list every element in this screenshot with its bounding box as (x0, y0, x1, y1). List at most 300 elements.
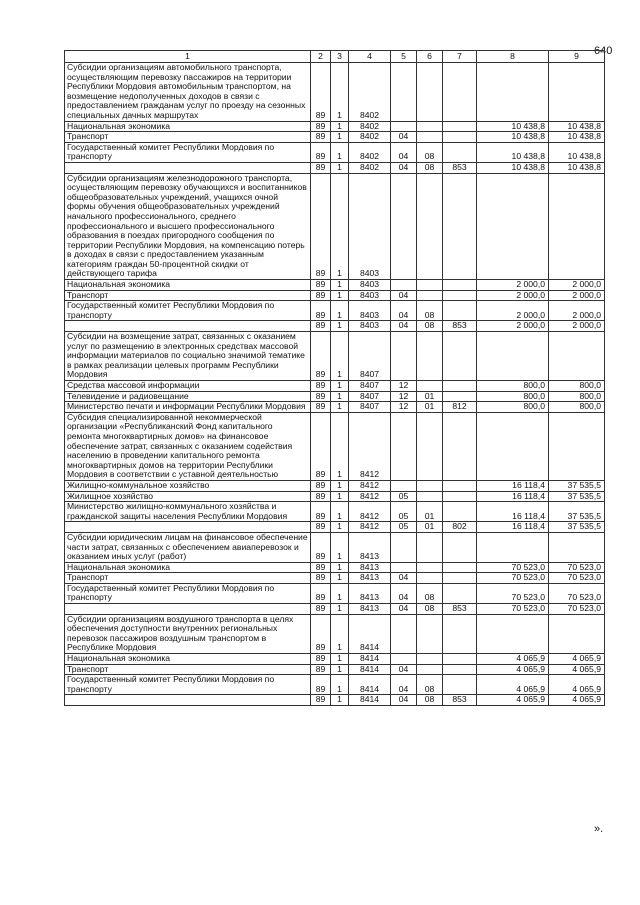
table-cell-c4: 8413 (349, 583, 391, 603)
table-cell-c8: 2 000,0 (477, 290, 549, 301)
table-cell-c3: 1 (331, 280, 349, 291)
table-cell-c7 (443, 290, 477, 301)
table-cell-c8: 2 000,0 (477, 280, 549, 291)
table-cell-c7 (443, 121, 477, 132)
page-number: 640 (594, 45, 613, 57)
table-cell-c8: 10 438,8 (477, 121, 549, 132)
column-header-8: 8 (477, 51, 549, 63)
table-row (65, 562, 605, 573)
table-row (65, 412, 605, 480)
table-cell-c2: 89 (311, 480, 331, 491)
table-cell-c6 (417, 63, 443, 122)
column-header-9: 9 (549, 51, 605, 63)
table-cell-c4: 8414 (349, 654, 391, 665)
table-row (65, 391, 605, 402)
table-cell-c4: 8413 (349, 562, 391, 573)
table-cell-c9 (549, 532, 605, 562)
table-cell-c1: Транспорт (65, 132, 311, 143)
table-cell-c4: 8412 (349, 522, 391, 533)
table-cell-c5: 04 (391, 695, 417, 706)
table-cell-c1: Субсидия специализированной некоммерческой организации «Республиканский Фонд капитального ремонта многоквартирных домов» на финансовое обеспечение затрат, связанных с оказанием содействия населению в проведении капитального ремонта многоквартирных домов на территории Республики Мордовия в соответствии с уставной деятельностью (65, 412, 311, 480)
table-cell-c3: 1 (331, 480, 349, 491)
table-cell-c6 (417, 290, 443, 301)
table-cell-c3: 1 (331, 121, 349, 132)
table-cell-c6 (417, 381, 443, 392)
table-cell-c7 (443, 391, 477, 402)
column-header-2: 2 (311, 51, 331, 63)
table-cell-c1: Субсидии юридическим лицам на финансовое обеспечение части затрат, связанных с обеспечением авиаперевозок и оказанием иных услуг (работ) (65, 532, 311, 562)
table-row (65, 583, 605, 603)
table-cell-c9: 4 065,9 (549, 654, 605, 665)
table-cell-c1: Транспорт (65, 664, 311, 675)
table-row (65, 332, 605, 381)
table-cell-c4: 8402 (349, 132, 391, 143)
table-cell-c8: 70 523,0 (477, 583, 549, 603)
table-cell-c5: 04 (391, 132, 417, 143)
table-cell-c1: Субсидии организациям воздушного транспорта в целях обеспечения доступности внутренних региональных перевозок пассажиров воздушным транспортом в Республике Мордовия (65, 614, 311, 653)
table-cell-c1: Государственный комитет Республики Мордовия по транспорту (65, 301, 311, 321)
table-cell-c4: 8412 (349, 502, 391, 522)
table-cell-c4: 8403 (349, 321, 391, 332)
table-cell-c6: 08 (417, 675, 443, 695)
table-cell-c7 (443, 562, 477, 573)
table-row (65, 290, 605, 301)
table-cell-c6 (417, 562, 443, 573)
table-cell-c5 (391, 412, 417, 480)
table-cell-c6: 08 (417, 321, 443, 332)
table-cell-c7 (443, 480, 477, 491)
table-cell-c6 (417, 654, 443, 665)
table-cell-c9: 2 000,0 (549, 280, 605, 291)
table-cell-c8 (477, 614, 549, 653)
table-cell-c1 (65, 695, 311, 706)
table-cell-c5: 04 (391, 142, 417, 162)
table-cell-c2: 89 (311, 562, 331, 573)
table-cell-c4: 8414 (349, 614, 391, 653)
table-cell-c8 (477, 332, 549, 381)
table-cell-c7 (443, 332, 477, 381)
table-cell-c9: 800,0 (549, 402, 605, 413)
table-cell-c5 (391, 614, 417, 653)
column-header-3: 3 (331, 51, 349, 63)
table-cell-c5: 04 (391, 583, 417, 603)
table-cell-c3: 1 (331, 402, 349, 413)
table-cell-c5: 05 (391, 522, 417, 533)
table-cell-c4: 8414 (349, 695, 391, 706)
table-cell-c9: 37 535,5 (549, 502, 605, 522)
table-cell-c2: 89 (311, 664, 331, 675)
table-cell-c7 (443, 381, 477, 392)
table-cell-c9: 800,0 (549, 391, 605, 402)
table-cell-c1: Национальная экономика (65, 654, 311, 665)
table-cell-c5: 04 (391, 675, 417, 695)
table-cell-c5: 04 (391, 162, 417, 173)
table-cell-c9: 4 065,9 (549, 675, 605, 695)
table-cell-c8: 2 000,0 (477, 321, 549, 332)
table-row (65, 491, 605, 502)
table-row (65, 502, 605, 522)
table-cell-c9: 2 000,0 (549, 290, 605, 301)
table-cell-c3: 1 (331, 664, 349, 675)
table-cell-c7: 853 (443, 604, 477, 615)
table-row (65, 522, 605, 533)
table-cell-c8: 10 438,8 (477, 142, 549, 162)
table-cell-c6: 01 (417, 402, 443, 413)
table-row (65, 63, 605, 122)
table-cell-c1: Субсидии организациям железнодорожного транспорта, осуществляющим перевозку обучающихся и воспитанников общеобразовательных учреждений, учащихся очной формы обучения общеобразовательных учреждений начального профессионального, среднего профессионального и высшего профессионального образования в поездах пригородного сообщения по территории Республики Мордовия, на компенсацию потерь в доходах в связи с предоставлением указанным категориям граждан 50-процентной скидки от действующего тарифа (65, 173, 311, 280)
table-cell-c3: 1 (331, 301, 349, 321)
table-cell-c1 (65, 522, 311, 533)
table-cell-c1: Национальная экономика (65, 121, 311, 132)
table-row (65, 173, 605, 280)
table-cell-c8: 4 065,9 (477, 664, 549, 675)
table-cell-c6 (417, 664, 443, 675)
table-cell-c8: 16 118,4 (477, 502, 549, 522)
table-cell-c5: 12 (391, 402, 417, 413)
table-cell-c1: Государственный комитет Республики Мордовия по транспорту (65, 583, 311, 603)
table-row (65, 664, 605, 675)
table-cell-c1: Министерство печати и информации Республики Мордовия (65, 402, 311, 413)
table-cell-c7 (443, 63, 477, 122)
table-cell-c7 (443, 301, 477, 321)
table-cell-c8: 10 438,8 (477, 162, 549, 173)
table-cell-c8 (477, 63, 549, 122)
table-cell-c9 (549, 614, 605, 653)
table-cell-c7 (443, 412, 477, 480)
table-cell-c8: 16 118,4 (477, 480, 549, 491)
table-cell-c4: 8402 (349, 142, 391, 162)
table-row (65, 142, 605, 162)
table-cell-c3: 1 (331, 321, 349, 332)
table-cell-c6 (417, 614, 443, 653)
table-cell-c2: 89 (311, 142, 331, 162)
table-cell-c3: 1 (331, 583, 349, 603)
closing-quote-mark: ». (594, 823, 604, 835)
table-cell-c2: 89 (311, 121, 331, 132)
table-cell-c2: 89 (311, 332, 331, 381)
table-cell-c3: 1 (331, 614, 349, 653)
table-cell-c4: 8412 (349, 480, 391, 491)
table-cell-c5: 05 (391, 502, 417, 522)
table-cell-c8: 70 523,0 (477, 604, 549, 615)
table-cell-c6: 01 (417, 522, 443, 533)
table-cell-c9: 10 438,8 (549, 162, 605, 173)
table-cell-c2: 89 (311, 381, 331, 392)
table-cell-c1 (65, 321, 311, 332)
table-cell-c8 (477, 412, 549, 480)
table-cell-c8: 4 065,9 (477, 695, 549, 706)
table-cell-c5: 04 (391, 290, 417, 301)
table-cell-c4: 8414 (349, 664, 391, 675)
table-cell-c9: 10 438,8 (549, 121, 605, 132)
table-cell-c7 (443, 502, 477, 522)
table-cell-c7 (443, 654, 477, 665)
table-cell-c5: 04 (391, 321, 417, 332)
table-cell-c8: 70 523,0 (477, 573, 549, 584)
table-cell-c2: 89 (311, 491, 331, 502)
table-cell-c7 (443, 664, 477, 675)
table-cell-c9 (549, 173, 605, 280)
table-cell-c2: 89 (311, 321, 331, 332)
table-cell-c3: 1 (331, 675, 349, 695)
table-cell-c6: 08 (417, 162, 443, 173)
table-row (65, 321, 605, 332)
table-cell-c6: 08 (417, 695, 443, 706)
table-cell-c9: 800,0 (549, 381, 605, 392)
table-cell-c7 (443, 142, 477, 162)
table-cell-c6 (417, 532, 443, 562)
table-cell-c8: 4 065,9 (477, 675, 549, 695)
table-cell-c4: 8402 (349, 162, 391, 173)
table-row (65, 604, 605, 615)
table-cell-c3: 1 (331, 522, 349, 533)
table-cell-c6 (417, 412, 443, 480)
table-cell-c6 (417, 491, 443, 502)
table-cell-c1: Транспорт (65, 290, 311, 301)
table-cell-c4: 8413 (349, 573, 391, 584)
table-cell-c3: 1 (331, 562, 349, 573)
table-cell-c5: 04 (391, 664, 417, 675)
column-header-7: 7 (443, 51, 477, 63)
table-cell-c9: 70 523,0 (549, 562, 605, 573)
table-row (65, 573, 605, 584)
table-cell-c7 (443, 132, 477, 143)
table-cell-c4: 8402 (349, 121, 391, 132)
table-cell-c9: 4 065,9 (549, 695, 605, 706)
table-cell-c9 (549, 63, 605, 122)
table-cell-c6: 08 (417, 142, 443, 162)
table-cell-c7 (443, 675, 477, 695)
table-cell-c4: 8412 (349, 491, 391, 502)
table-cell-c2: 89 (311, 280, 331, 291)
table-cell-c5 (391, 173, 417, 280)
table-cell-c3: 1 (331, 381, 349, 392)
table-cell-c9: 70 523,0 (549, 583, 605, 603)
table-cell-c9: 70 523,0 (549, 573, 605, 584)
table-cell-c1: Средства массовой информации (65, 381, 311, 392)
header-row (65, 51, 605, 63)
table-cell-c1 (65, 162, 311, 173)
table-cell-c9: 4 065,9 (549, 664, 605, 675)
table-cell-c2: 89 (311, 173, 331, 280)
table-cell-c4: 8407 (349, 332, 391, 381)
table-cell-c6 (417, 121, 443, 132)
table-cell-c8: 16 118,4 (477, 491, 549, 502)
table-row (65, 695, 605, 706)
table-cell-c3: 1 (331, 63, 349, 122)
table-cell-c4: 8402 (349, 63, 391, 122)
table-cell-c5 (391, 532, 417, 562)
table-row (65, 675, 605, 695)
table-cell-c5: 04 (391, 604, 417, 615)
table-cell-c5 (391, 654, 417, 665)
table-row (65, 532, 605, 562)
table-cell-c6: 08 (417, 583, 443, 603)
table-cell-c9: 10 438,8 (549, 142, 605, 162)
table-cell-c6 (417, 280, 443, 291)
table-cell-c2: 89 (311, 412, 331, 480)
table-cell-c2: 89 (311, 573, 331, 584)
table-cell-c1: Транспорт (65, 573, 311, 584)
table-cell-c2: 89 (311, 614, 331, 653)
table-cell-c6: 08 (417, 604, 443, 615)
table-cell-c3: 1 (331, 491, 349, 502)
table-cell-c3: 1 (331, 604, 349, 615)
budget-table (64, 50, 605, 706)
table-cell-c2: 89 (311, 522, 331, 533)
table-cell-c8 (477, 173, 549, 280)
table-row (65, 280, 605, 291)
table-cell-c9: 2 000,0 (549, 301, 605, 321)
table-cell-c2: 89 (311, 391, 331, 402)
table-cell-c7: 853 (443, 162, 477, 173)
table-cell-c5: 04 (391, 301, 417, 321)
table-cell-c5 (391, 280, 417, 291)
table-cell-c3: 1 (331, 695, 349, 706)
table-cell-c5 (391, 63, 417, 122)
table-cell-c8: 10 438,8 (477, 132, 549, 143)
table-cell-c8: 800,0 (477, 391, 549, 402)
table-cell-c7 (443, 491, 477, 502)
table-row (65, 480, 605, 491)
table-cell-c3: 1 (331, 332, 349, 381)
table-cell-c8: 70 523,0 (477, 562, 549, 573)
table-cell-c2: 89 (311, 402, 331, 413)
table-cell-c6: 01 (417, 502, 443, 522)
table-cell-c4: 8403 (349, 173, 391, 280)
table-cell-c1: Субсидии на возмещение затрат, связанных с оказанием услуг по размещению в электронных средствах массовой информации материалов по социально значимой тематике в рамках реализации целевых программ Республики Мордовия (65, 332, 311, 381)
table-cell-c3: 1 (331, 391, 349, 402)
table-cell-c4: 8403 (349, 280, 391, 291)
table-cell-c7 (443, 173, 477, 280)
table-cell-c7: 812 (443, 402, 477, 413)
table-cell-c6 (417, 573, 443, 584)
column-header-4: 4 (349, 51, 391, 63)
table-cell-c3: 1 (331, 173, 349, 280)
table-cell-c9: 10 438,8 (549, 132, 605, 143)
table-cell-c5 (391, 121, 417, 132)
table-cell-c1: Жилищно-коммунальное хозяйство (65, 480, 311, 491)
table-cell-c9: 37 535,5 (549, 491, 605, 502)
table-cell-c5 (391, 480, 417, 491)
table-cell-c7 (443, 573, 477, 584)
table-cell-c1: Жилищное хозяйство (65, 491, 311, 502)
table-cell-c2: 89 (311, 290, 331, 301)
table-cell-c9: 37 535,5 (549, 522, 605, 533)
table-cell-c4: 8407 (349, 391, 391, 402)
table-cell-c1: Государственный комитет Республики Мордовия по транспорту (65, 675, 311, 695)
table-cell-c6 (417, 332, 443, 381)
table-cell-c4: 8407 (349, 381, 391, 392)
table-cell-c8 (477, 532, 549, 562)
table-cell-c3: 1 (331, 532, 349, 562)
table-cell-c9: 70 523,0 (549, 604, 605, 615)
table-row (65, 162, 605, 173)
table-cell-c2: 89 (311, 675, 331, 695)
table-cell-c8: 800,0 (477, 381, 549, 392)
table-cell-c1: Субсидии организациям автомобильного транспорта, осуществляющим перевозку пассажиров на территории Республики Мордовия автомобильным транспортом, на возмещение недополученных доходов в связи с предоставлением гражданам услуг по проезду на сезонных специальных дачных маршрутах (65, 63, 311, 122)
table-cell-c6 (417, 480, 443, 491)
table-cell-c7 (443, 614, 477, 653)
table-cell-c3: 1 (331, 654, 349, 665)
table-row (65, 402, 605, 413)
table-cell-c5 (391, 332, 417, 381)
table-cell-c3: 1 (331, 132, 349, 143)
table-row (65, 132, 605, 143)
table-cell-c6: 01 (417, 391, 443, 402)
table-cell-c5: 12 (391, 381, 417, 392)
table-cell-c6 (417, 173, 443, 280)
table-cell-c1: Национальная экономика (65, 562, 311, 573)
table-cell-c8: 16 118,4 (477, 522, 549, 533)
table-cell-c9: 37 535,5 (549, 480, 605, 491)
table-cell-c4: 8413 (349, 604, 391, 615)
table-cell-c2: 89 (311, 162, 331, 173)
table-cell-c7: 853 (443, 695, 477, 706)
table-cell-c7: 802 (443, 522, 477, 533)
table-cell-c2: 89 (311, 63, 331, 122)
column-header-6: 6 (417, 51, 443, 63)
table-row (65, 654, 605, 665)
table-cell-c5: 05 (391, 491, 417, 502)
table-row (65, 121, 605, 132)
table-cell-c9 (549, 332, 605, 381)
table-cell-c1: Министерство жилищно-коммунального хозяйства и гражданской защиты населения Республики Мордовия (65, 502, 311, 522)
table-cell-c7 (443, 280, 477, 291)
table-cell-c8: 800,0 (477, 402, 549, 413)
table-cell-c4: 8414 (349, 675, 391, 695)
table-cell-c4: 8403 (349, 290, 391, 301)
table-cell-c7 (443, 583, 477, 603)
table-cell-c3: 1 (331, 142, 349, 162)
table-cell-c4: 8413 (349, 532, 391, 562)
table-cell-c2: 89 (311, 604, 331, 615)
table-cell-c8: 4 065,9 (477, 654, 549, 665)
table-body (65, 63, 605, 706)
table-cell-c3: 1 (331, 290, 349, 301)
table-cell-c5 (391, 562, 417, 573)
table-cell-c9: 2 000,0 (549, 321, 605, 332)
table-cell-c1: Национальная экономика (65, 280, 311, 291)
table-cell-c1: Телевидение и радиовещание (65, 391, 311, 402)
table-cell-c1 (65, 604, 311, 615)
table-cell-c5: 04 (391, 573, 417, 584)
table-cell-c6 (417, 132, 443, 143)
table-cell-c2: 89 (311, 532, 331, 562)
table-cell-c9 (549, 412, 605, 480)
table-cell-c4: 8407 (349, 402, 391, 413)
table-row (65, 381, 605, 392)
table-cell-c1: Государственный комитет Республики Мордовия по транспорту (65, 142, 311, 162)
table-cell-c6: 08 (417, 301, 443, 321)
table-cell-c2: 89 (311, 301, 331, 321)
table-cell-c3: 1 (331, 573, 349, 584)
table-cell-c3: 1 (331, 412, 349, 480)
table-cell-c7: 853 (443, 321, 477, 332)
table-row (65, 614, 605, 653)
table-cell-c2: 89 (311, 695, 331, 706)
column-header-5: 5 (391, 51, 417, 63)
table-cell-c7 (443, 532, 477, 562)
table-cell-c3: 1 (331, 162, 349, 173)
table-cell-c2: 89 (311, 654, 331, 665)
table-row (65, 301, 605, 321)
table-cell-c2: 89 (311, 502, 331, 522)
table-cell-c2: 89 (311, 132, 331, 143)
table-cell-c2: 89 (311, 583, 331, 603)
table-cell-c5: 12 (391, 391, 417, 402)
table-cell-c3: 1 (331, 502, 349, 522)
